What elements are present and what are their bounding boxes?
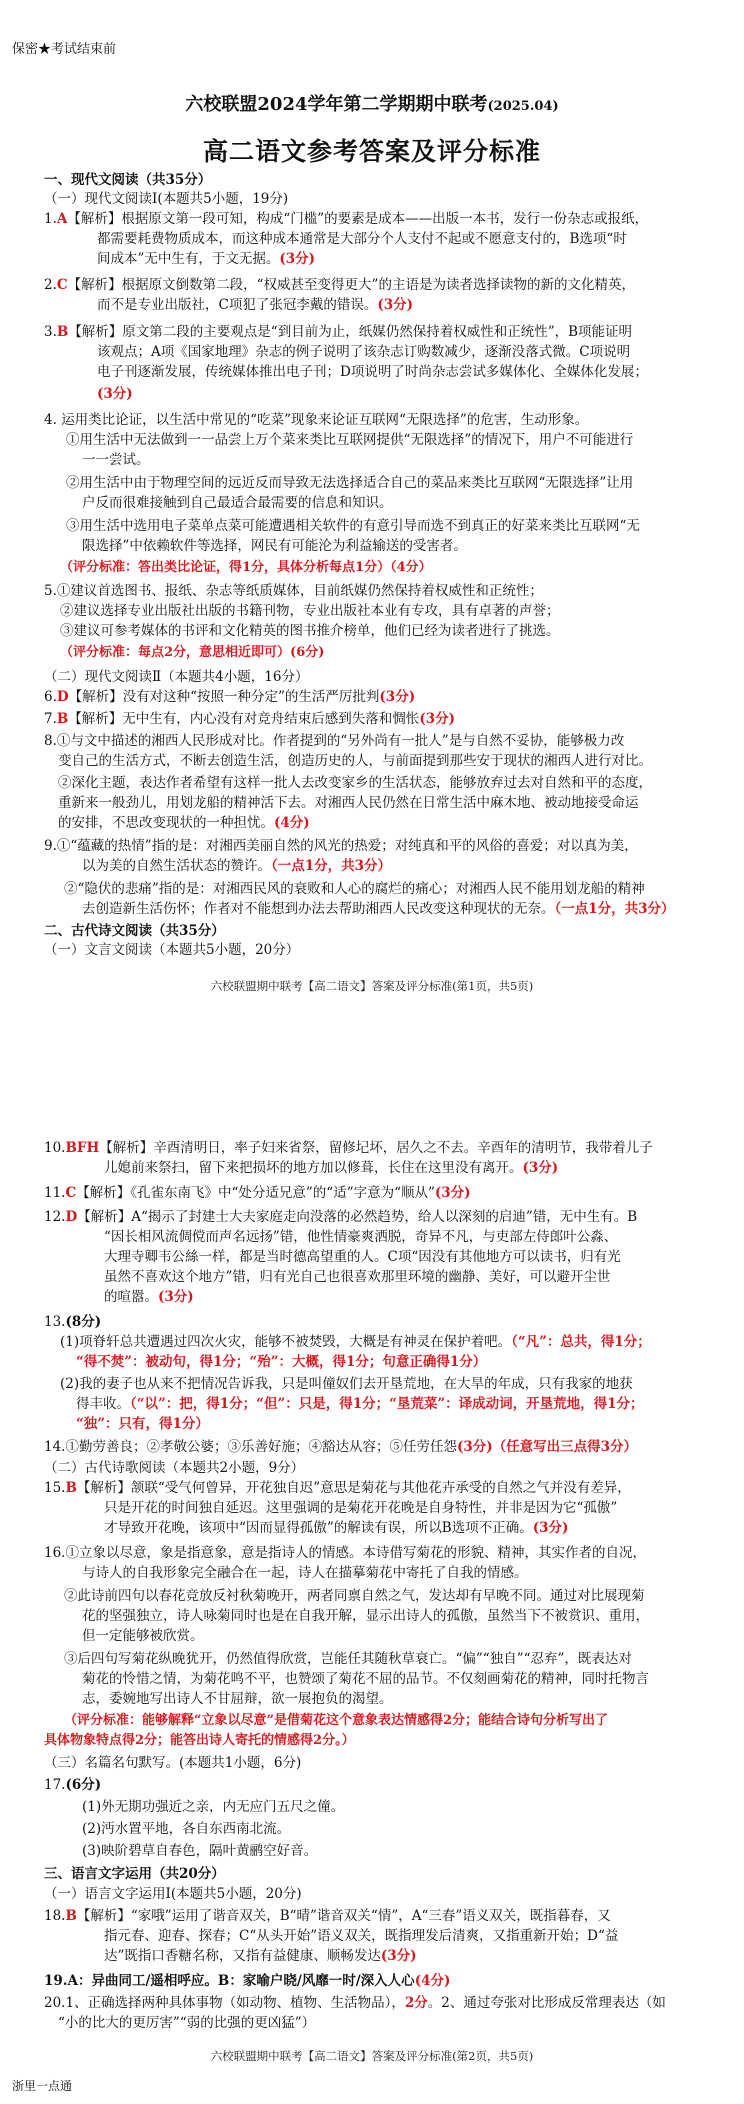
answer-q19: 19.A：异曲同工/遥相呼应。B：家喻户晓/风靡一时/深入人心(4分) [44,1973,451,1989]
answer-q16-point3c: 志，委婉地写出诗人不甘屈辩，欲一展抱负的渴望。 [82,1691,393,1707]
answer-q2-line2: 而不是专业出版社，C项犯了张冠李戴的错误。(3分) [97,297,414,313]
answer-q12: 12.D【解析】A“揭示了封建士大夫家庭走向没落的必然趋势，给人以深刻的启迪”错，无中生有。B [44,1209,638,1225]
answer-q1: 1.A【解析】根据原文第一段可知，构成“门槛”的要素是成本——出版一本书，发行一份杂志或报纸， [44,211,649,227]
answer-q4: 4. 运用类比论证，以生活中常见的“吃菜”现象来论证互联网“无限选择”的危害，生动形象。 [44,412,589,428]
answer-q12-line5: 的喧嚣。(3分) [104,1289,194,1305]
exam-title-text: 六校联盟2024学年第二学期期中联考 [185,94,488,115]
subsection-heading: （三）名篇名句默写。(本题共1小题，6分) [44,1755,302,1771]
answer-q12-line2: “因长相风流倜傥而声名远扬”错，他性情豪爽洒脱，奇异不凡，与吏部左侍郎叶公淼、 [104,1229,618,1245]
answer-q4-point1: ①用生活中无法做到一一品尝上万个菜来类比互联网提供“无限选择”的情况下，用户不可能进行 [66,432,634,448]
answer-q5-point2: ②建议选择专业出版社出版的书籍刊物，专业出版社本业有专攻，具有卓著的声誉； [60,603,560,619]
answer-q2: 2.C【解析】根据原文倒数第二段，“权威甚至变得更大”的主语是为读者选择读物的新的文化精英， [44,277,635,293]
answer-q4-score: （评分标准：答出类比论证，得1分，具体分析每点1分）（4分） [60,560,432,575]
subsection-heading: （二）古代诗歌阅读（本题共2小题，9分） [44,1460,305,1476]
answer-q11: 11.C【解析】《孔雀东南飞》中“处分适兄意”的“适”字意为“顺从”(3分) [44,1185,471,1201]
secret-label: 保密★考试结束前 [12,42,117,57]
section-heading: 一、现代文阅读（共35分） [44,172,212,188]
answer-q4-point2b: 户反而很难接触到自己最适合最需要的信息和知识。 [82,495,393,511]
answer-q9: 9.①“蕴藏的热情”指的是：对湘西美丽自然的风光的热爱；对纯真和平的风俗的喜爱；对以真为美， [44,838,638,854]
page-footer: 六校联盟期中联考【高二语文】答案及评分标准(第1页，共5页) [210,979,534,993]
answer-q4-point3: ③用生活中选用电子菜单点菜可能遭遇相关软件的有意引导而选不到真正的好菜来类比互联网“无 [66,518,640,534]
answer-q6: 6.D【解析】没有对这种“按照一种分定”的生活严厉批判(3分) [44,689,416,705]
answer-q17-line3: (3)映阶碧草自春色，隔叶黄鹂空好音。 [82,1843,318,1859]
subsection-heading: （一）语言文字运用Ⅰ(本题共5小题，20分) [44,1886,302,1902]
exam-date: (2025.04) [487,99,559,114]
answer-q3-line3: 电子刊逐渐发展，传统媒体推出电子刊；D项说明了时尚杂志尝试多媒体化、全媒体化发展； [97,364,648,380]
page-footer: 六校联盟期中联考【高二语文】答案及评分标准(第2页，共5页) [210,2049,534,2063]
answer-q13-part2b: 得丰收。（“以”：把，得1分；“但”：只是，得1分；“垦荒菜”：译成动词，开垦荒地，得1分； [76,1396,644,1412]
answer-q10: 10.BFH【解析】辛酉清明日，率子妇来省祭，留修圮坏，居久之不去。辛酉年的清明节，我带着儿子 [44,1140,653,1156]
answer-q13-part2-score: “独”：只有，得1分） [76,1416,209,1432]
subsection-heading: （一）现代文阅读Ⅰ(本题共5小题，19分) [44,191,289,207]
answer-q8-point2: ②深化主题，表达作者希望有这样一批人去改变家乡的生活状态，能够放弃过去对自然和平的态度， [58,775,652,791]
answer-q16-point2: ②此诗前四句以春花竞放反衬秋菊晚开，两者同禀自然之气，发达却有早晚不同。通过对比展现菊 [64,1588,645,1604]
answer-q1-line2: 都需要耗费物质成本，而这种成本通常是大部分个人支付不起或不愿意支付的，B选项“时 [97,231,627,247]
answer-q10-line2: 儿媳前来祭扫，留下来把损坏的地方加以修葺，长住在这里没有离开。(3分) [104,1160,559,1176]
answer-q15-line2: 只是开花的时间独自延迟。这里强调的是菊花开花晚是自身特性，并非是因为它“孤傲” [104,1500,618,1516]
answer-q16-point2b: 花的坚强独立，诗人咏菊同时也是在自我开解，显示出诗人的孤傲，虽然当下不被赏识、重用， [82,1608,649,1624]
subsection-heading: （二）现代文阅读Ⅱ（本题共4小题，16分） [44,669,309,685]
answer-q9-line2: 以为美的自然生活状态的赞许。（一点1分，共3分） [82,858,392,874]
answer-q7: 7.B【解析】无中生有，内心没有对竞舟结束后感到失落和惆怅(3分) [44,711,455,727]
answer-q18-line3: 达”既指口香糖名称，又指有益健康、顺畅发达(3分) [104,1948,417,1964]
subsection-heading: （一）文言文阅读（本题共5小题，20分） [44,942,300,958]
answer-q13-part1-score: “得不焚”：被动句，得1分；“殆”：大概，得1分；句意正确得1分） [76,1354,487,1370]
answer-q13-part2: (2)我的妻子也从来不把情况告诉我，只是叫僮奴们去开垦荒地，在大旱的年成，只有我家的地获 [60,1376,633,1392]
answer-q13: 13.(8分) [44,1314,102,1330]
answer-q8-point2c: 的安排，不思改变现状的一种担忧。(4分) [58,815,310,831]
answer-q8: 8.①与文中描述的湘西人民形成对比。作者提到的“另外尚有一批人”是与自然不妥协，能够极力改 [44,733,625,749]
answer-q4-point2: ②用生活中由于物理空间的远近反而导致无法选择适合自己的菜品来类比互联网“无限选择”让用 [66,475,634,491]
answer-q1-line3: 间成本”无中生有，于文无据。(3分) [97,251,316,267]
answer-q17-line2: (2)沔水置平地，各自东西南北流。 [82,1821,291,1837]
answer-q15-line3: 才导致开花晚，该项中“因而显得孤傲”的解读有误，所以B选项不正确。(3分) [104,1520,569,1536]
answer-q8-line2: 变自己的生活方式，不断去创造生活，创造历史的人，与前面提到那些安于现状的湘西人进行对比。 [58,753,652,769]
answer-q3: 3.B【解析】原文第二段的主要观点是“到目前为止，纸媒仍然保持着权威性和正统性”，B项能证明 [44,324,633,340]
answer-q12-line3: 大理寺卿韦公絲一样，都是当时德高望重的人。C项“因没有其他地方可以读书，归有光 [104,1249,621,1265]
answer-q3-score: (3分) [97,386,133,402]
answer-q5-point3: ③建议可参考媒体的书评和文化精英的图书推介榜单，他们已经为读者进行了挑选。 [60,623,560,639]
answer-q13-part1: (1)项脊轩总共遭遇过四次火灾，能够不被焚毁，大概是有神灵在保护着吧。（“凡”：总共，得1分； [60,1334,651,1350]
answer-q20-line2: “小的比大的更厉害”“弱的比强的更凶猛”） [58,2015,316,2031]
answer-q20: 20.1、正确选择两种具体事物（如动物、植物、生活物品），2分。2、通过夸张对比形成反常理表达（如 [44,1995,666,2011]
answer-q4-point1b: 一一尝试。 [82,452,150,468]
answer-q17: 17.(6分) [44,1777,102,1793]
answer-q16-score1: （评分标准：能够解释“立象以尽意”是借菊花这个意象表达情感得2分；能结合诗句分析写出了 [64,1713,609,1728]
answer-q4-point3b: 限选择”中依赖软件等选择，网民有可能沦为利益输送的受害者。 [82,538,467,554]
page-title: 高二语文参考答案及评分标准 [202,137,541,166]
answer-q8-point2b: 重新来一般劲儿，用划龙船的精神活下去。对湘西人民仍然在日常生活中麻木地、被动地接受命运 [58,795,639,811]
answer-q16-point2c: 但一定能够被欣赏。 [82,1628,204,1644]
section-heading: 二、古代诗文阅读（共35分） [44,923,225,939]
answer-q18-line2: 指元春、迎春、探春；C“从头开始”语义双关，既指理发后清爽，又指重新开始；D“益 [104,1928,619,1944]
answer-q5: 5.①建议首选图书、报纸、杂志等纸质媒体，目前纸媒仍然保持着权威性和正统性； [44,583,543,599]
answer-q9-point2b: 去创造新生活伤怀；作者对不能想到办法去帮助湘西人民改变这种现状的无奈。（一点1分，共3分） [82,901,675,917]
answer-q9-point2: ②“隐伏的悲痛”指的是：对湘西民风的衰败和人心的腐烂的痛心；对湘西人民不能用划龙船的精神 [64,881,645,897]
answer-q18: 18.B【解析】“家哦”运用了谐音双关，B“晴”谐音双关“情”，A“三春”语义双关，既指暮春，又 [44,1908,611,1924]
section-heading: 三、语言文字运用（共20分） [44,1866,225,1882]
answer-q3-line2: 该观点；A项《国家地理》杂志的例子说明了该杂志订购数减少，逐渐没落式微。C项说明 [97,344,631,360]
answer-q14: 14.①勤劳善良；②孝敬公婆；③乐善好施；④豁达从容；⑤任劳任怨(3分)（任意写出三点得3分） [44,1439,638,1455]
answer-q17-line1: (1)外无期功强近之亲，内无应门五尺之僮。 [82,1799,345,1815]
answer-q16-point3: ③后四句写菊花纵晚犹开，仍然值得欣赏，岂能任其随秋草衰亡。“偏”“独自”“忍弃”，既表达对 [64,1651,632,1667]
answer-q15: 15.B【解析】颔联“受气何曾异，开花独自迟”意思是菊花与其他花卉承受的自然之气并没有差异， [44,1480,631,1496]
answer-q12-line4: 虽然不喜欢这个地方”错，归有光自己也很喜欢那里环境的幽静、美好，可以避开尘世 [104,1269,611,1285]
answer-q16-line2: 与诗人的自我形象完全融合在一起，诗人在描摹菊花中寄托了自我的情感。 [82,1565,528,1581]
answer-q16-point3b: 菊花的怜惜之情，为菊花鸣不平，也赞颂了菊花不屈的品节。不仅刻画菊花的精神，同时托物言 [82,1671,649,1687]
answer-q5-score: （评分标准：每点2分，意思相近即可）(6分) [60,645,325,660]
watermark-label: 浙里一点通 [12,2079,73,2093]
exam-title [0,90,744,116]
answer-q16-score2: 具体物象特点得2分；能答出诗人寄托的情感得2分。） [44,1733,355,1748]
answer-q16: 16.①立象以尽意，象是指意象，意是指诗人的情感。本诗借写菊花的形貌、精神，其实作者的自况， [44,1545,646,1561]
